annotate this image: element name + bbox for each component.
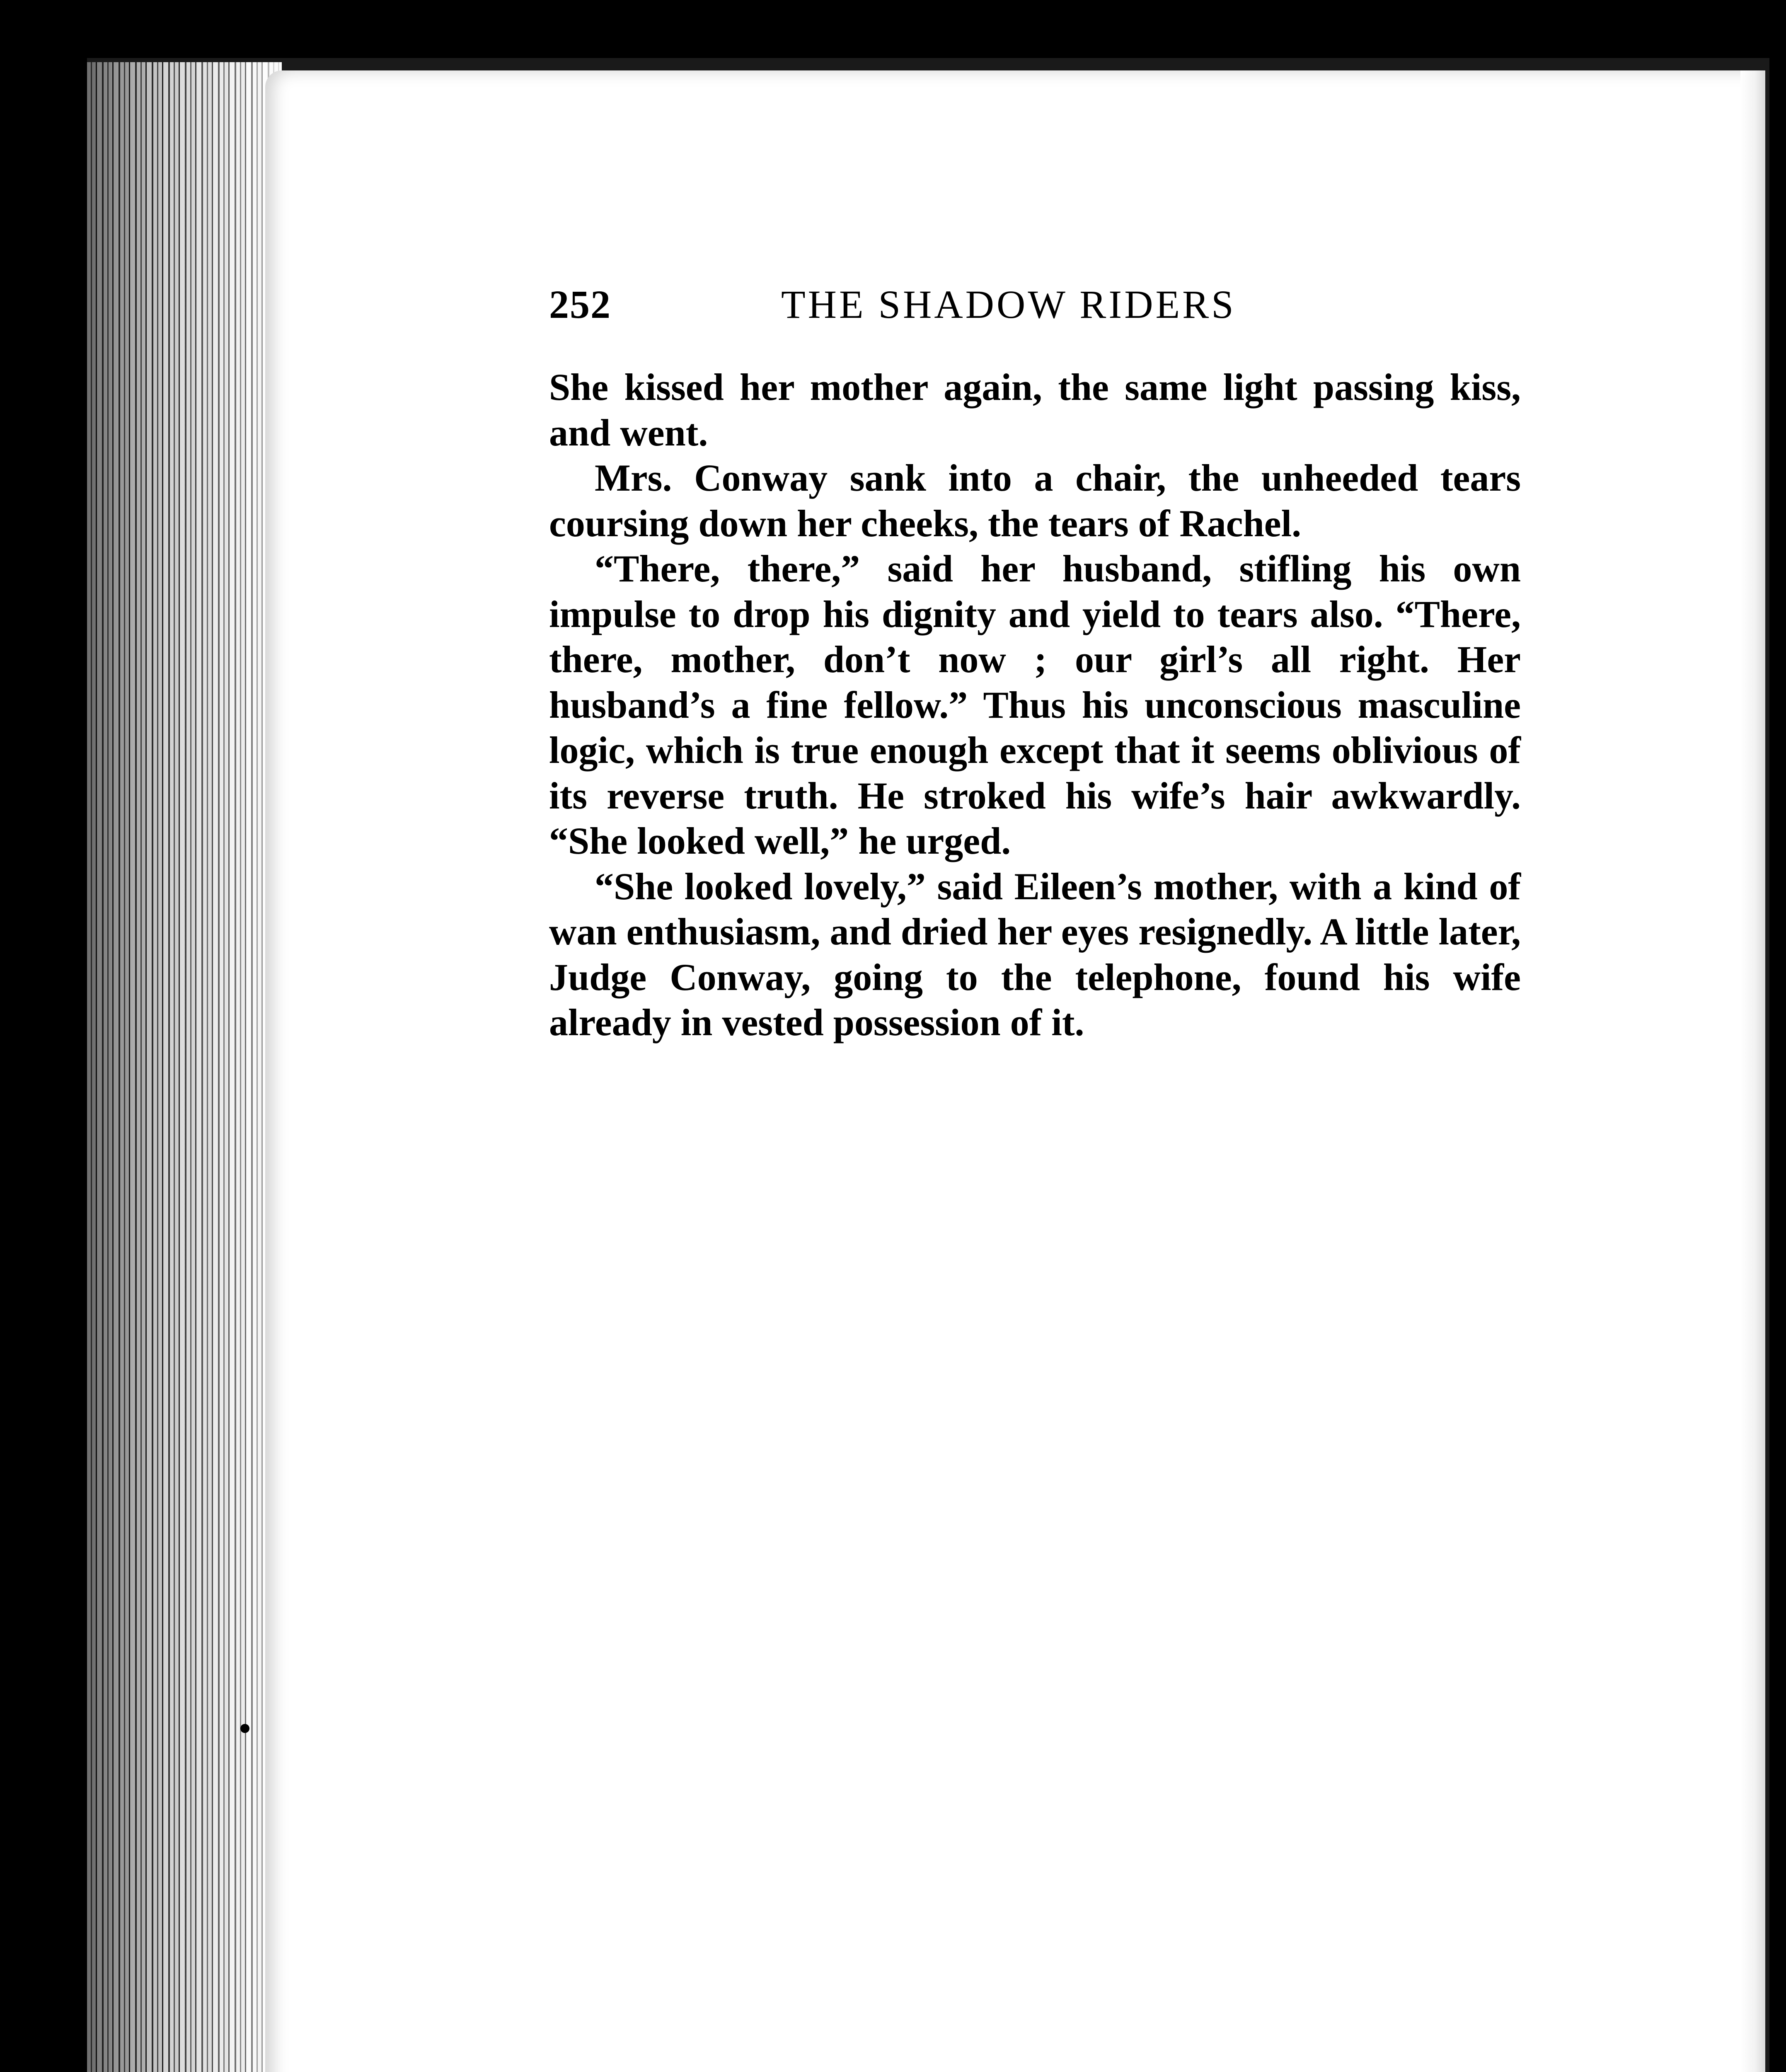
- body-text: [549, 365, 1521, 1046]
- page-number: 252: [549, 282, 611, 327]
- paragraph: “There, there,” said her husband, stifling his own impulse to drop his dignity and yield to tears also. “There, there, mother, don’t now ; our girl’s all right. Her husband’s a fine fellow.” Thus his unconscious masculine logic, which is true enough except that it seems oblivious of its reverse truth. He stroked his wife’s hair awkwardly. “She looked well,” he urged.: [549, 547, 1521, 862]
- paragraph: She kissed her mother again, the same light passing kiss, and went.: [549, 366, 1521, 454]
- paragraph: “She looked lovely,” said Eileen’s mother, with a kind of wan enthusiasm, and dried her eyes resignedly. A little later, Judge Conway, going to the telephone, found his wife already in vested possession of it.: [549, 865, 1521, 1043]
- ink-speck: [240, 1724, 249, 1733]
- paragraph: Mrs. Conway sank into a chair, the unheeded tears coursing down her cheeks, the tears of Rachel.: [549, 457, 1521, 545]
- page-edges: [87, 62, 282, 2072]
- running-title: THE SHADOW RIDERS: [781, 282, 1236, 327]
- page-edge-shadow: [1740, 70, 1765, 2072]
- running-header: [549, 282, 1521, 327]
